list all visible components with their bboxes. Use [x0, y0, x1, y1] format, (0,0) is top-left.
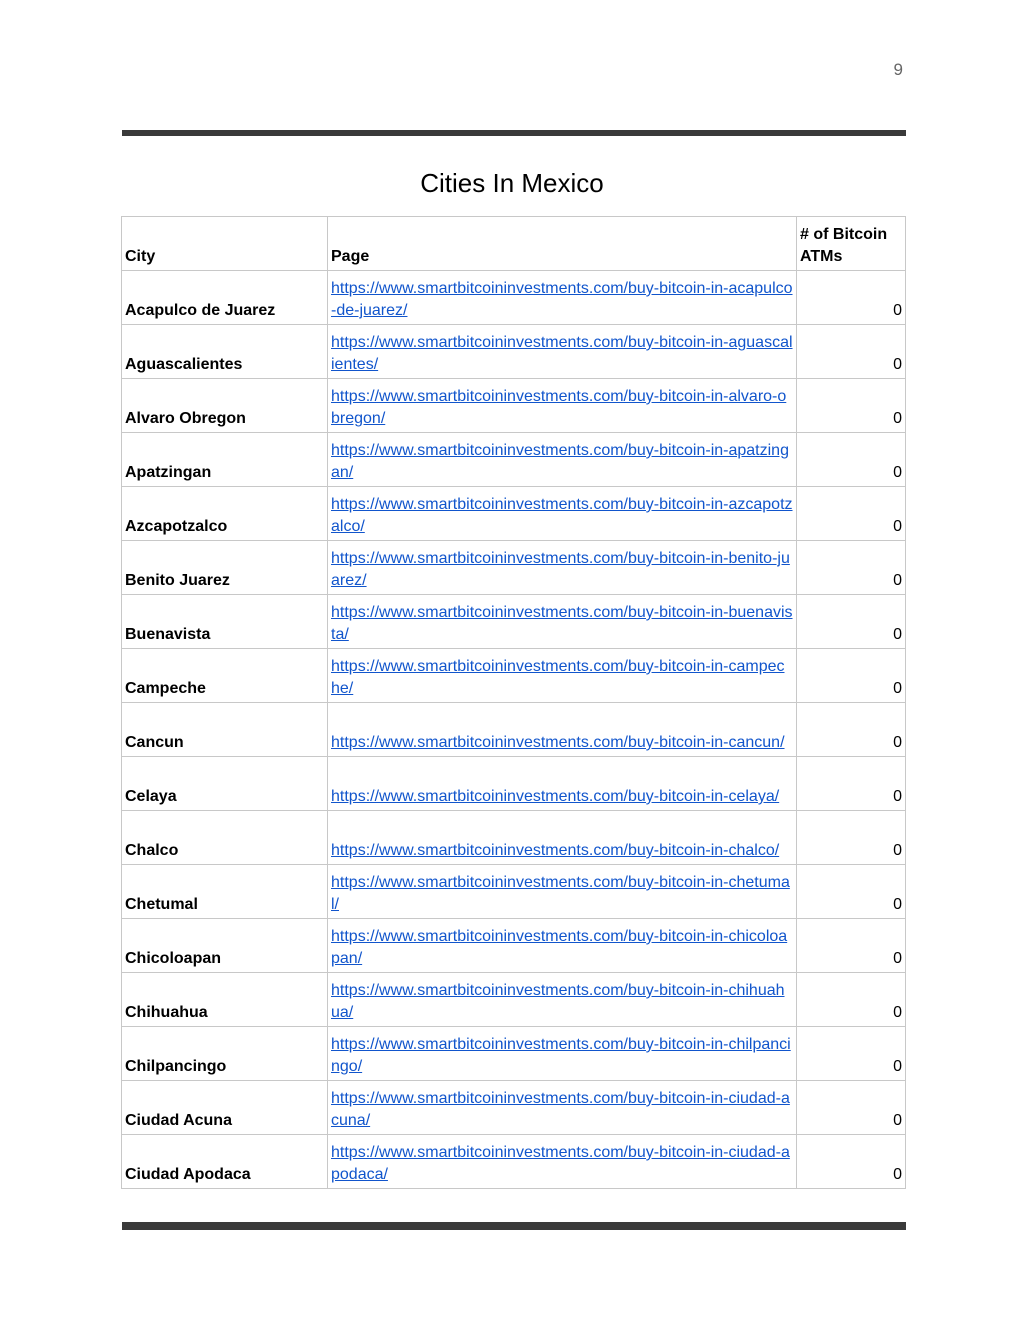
atm-count: 0 [797, 811, 906, 865]
atm-count: 0 [797, 379, 906, 433]
page-number: 9 [893, 60, 903, 79]
page-cell [328, 919, 797, 973]
atm-count: 0 [797, 433, 906, 487]
top-divider [122, 130, 906, 136]
table-row [122, 379, 906, 433]
header-city: City [122, 217, 328, 271]
table-row [122, 433, 906, 487]
page-cell [328, 325, 797, 379]
page-link[interactable]: https://www.smartbitcoininvestments.com/buy-bitcoin-in-alvaro-obregon/ [331, 388, 787, 427]
page-link[interactable]: https://www.smartbitcoininvestments.com/buy-bitcoin-in-campeche/ [331, 658, 785, 697]
page-cell [328, 1081, 797, 1135]
table-row [122, 811, 906, 865]
atm-count: 0 [797, 1135, 906, 1189]
city-name: Aguascalientes [122, 325, 328, 379]
table-row [122, 1081, 906, 1135]
city-name: Ciudad Acuna [122, 1081, 328, 1135]
table-row [122, 973, 906, 1027]
atm-count: 0 [797, 757, 906, 811]
page-cell [328, 271, 797, 325]
page-link[interactable]: https://www.smartbitcoininvestments.com/buy-bitcoin-in-azcapotzalco/ [331, 496, 793, 535]
page-cell [328, 811, 797, 865]
page-link[interactable]: https://www.smartbitcoininvestments.com/buy-bitcoin-in-chilpancingo/ [331, 1036, 791, 1075]
table-row [122, 649, 906, 703]
page-link[interactable]: https://www.smartbitcoininvestments.com/buy-bitcoin-in-acapulco-de-juarez/ [331, 280, 793, 319]
page-cell [328, 541, 797, 595]
atm-count: 0 [797, 487, 906, 541]
city-name: Celaya [122, 757, 328, 811]
page-link[interactable]: https://www.smartbitcoininvestments.com/buy-bitcoin-in-chihuahua/ [331, 982, 785, 1021]
page-cell [328, 487, 797, 541]
page-cell [328, 865, 797, 919]
city-name: Azcapotzalco [122, 487, 328, 541]
atm-count: 0 [797, 649, 906, 703]
atm-count: 0 [797, 703, 906, 757]
page-link[interactable]: https://www.smartbitcoininvestments.com/buy-bitcoin-in-apatzingan/ [331, 442, 789, 481]
city-name: Campeche [122, 649, 328, 703]
city-name: Chihuahua [122, 973, 328, 1027]
page-title: Cities In Mexico [420, 168, 604, 198]
page-cell [328, 1027, 797, 1081]
page-cell [328, 595, 797, 649]
atm-count: 0 [797, 541, 906, 595]
page-link[interactable]: https://www.smartbitcoininvestments.com/buy-bitcoin-in-ciudad-apodaca/ [331, 1144, 790, 1183]
table-row [122, 919, 906, 973]
city-name: Benito Juarez [122, 541, 328, 595]
table-row [122, 865, 906, 919]
table-row [122, 487, 906, 541]
city-name: Chetumal [122, 865, 328, 919]
page-link[interactable]: https://www.smartbitcoininvestments.com/buy-bitcoin-in-chetumal/ [331, 874, 790, 913]
page-cell [328, 973, 797, 1027]
city-name: Buenavista [122, 595, 328, 649]
page-link[interactable]: https://www.smartbitcoininvestments.com/buy-bitcoin-in-cancun/ [331, 734, 785, 751]
table-body [122, 271, 906, 1189]
table-row [122, 271, 906, 325]
page-link[interactable]: https://www.smartbitcoininvestments.com/buy-bitcoin-in-ciudad-acuna/ [331, 1090, 790, 1129]
page-link[interactable]: https://www.smartbitcoininvestments.com/buy-bitcoin-in-aguascalientes/ [331, 334, 793, 373]
page-cell [328, 433, 797, 487]
page-link[interactable]: https://www.smartbitcoininvestments.com/buy-bitcoin-in-benito-juarez/ [331, 550, 790, 589]
bitcoin-atm-table [121, 216, 906, 1189]
table-row [122, 541, 906, 595]
city-name: Chicoloapan [122, 919, 328, 973]
city-name: Apatzingan [122, 433, 328, 487]
city-name: Alvaro Obregon [122, 379, 328, 433]
city-name: Chilpancingo [122, 1027, 328, 1081]
atm-count: 0 [797, 595, 906, 649]
page-link[interactable]: https://www.smartbitcoininvestments.com/buy-bitcoin-in-buenavista/ [331, 604, 793, 643]
page-cell [328, 1135, 797, 1189]
page-cell [328, 649, 797, 703]
atm-count: 0 [797, 865, 906, 919]
atm-count: 0 [797, 1081, 906, 1135]
city-name: Chalco [122, 811, 328, 865]
table-header-row [122, 217, 906, 271]
page-cell [328, 379, 797, 433]
table-row [122, 1135, 906, 1189]
city-name: Ciudad Apodaca [122, 1135, 328, 1189]
city-name: Acapulco de Juarez [122, 271, 328, 325]
bottom-divider [122, 1222, 906, 1230]
header-atm-count: # of Bitcoin ATMs [797, 217, 906, 271]
city-name: Cancun [122, 703, 328, 757]
atm-count: 0 [797, 973, 906, 1027]
table-row [122, 1027, 906, 1081]
table-row [122, 595, 906, 649]
table-row [122, 325, 906, 379]
page-link[interactable]: https://www.smartbitcoininvestments.com/buy-bitcoin-in-celaya/ [331, 788, 780, 805]
atm-count: 0 [797, 271, 906, 325]
table-row [122, 703, 906, 757]
atm-count: 0 [797, 325, 906, 379]
page-link[interactable]: https://www.smartbitcoininvestments.com/buy-bitcoin-in-chicoloapan/ [331, 928, 788, 967]
header-page: Page [328, 217, 797, 271]
table-row [122, 757, 906, 811]
page-cell [328, 703, 797, 757]
page-cell [328, 757, 797, 811]
page-link[interactable]: https://www.smartbitcoininvestments.com/buy-bitcoin-in-chalco/ [331, 842, 780, 859]
atm-count: 0 [797, 1027, 906, 1081]
atm-count: 0 [797, 919, 906, 973]
